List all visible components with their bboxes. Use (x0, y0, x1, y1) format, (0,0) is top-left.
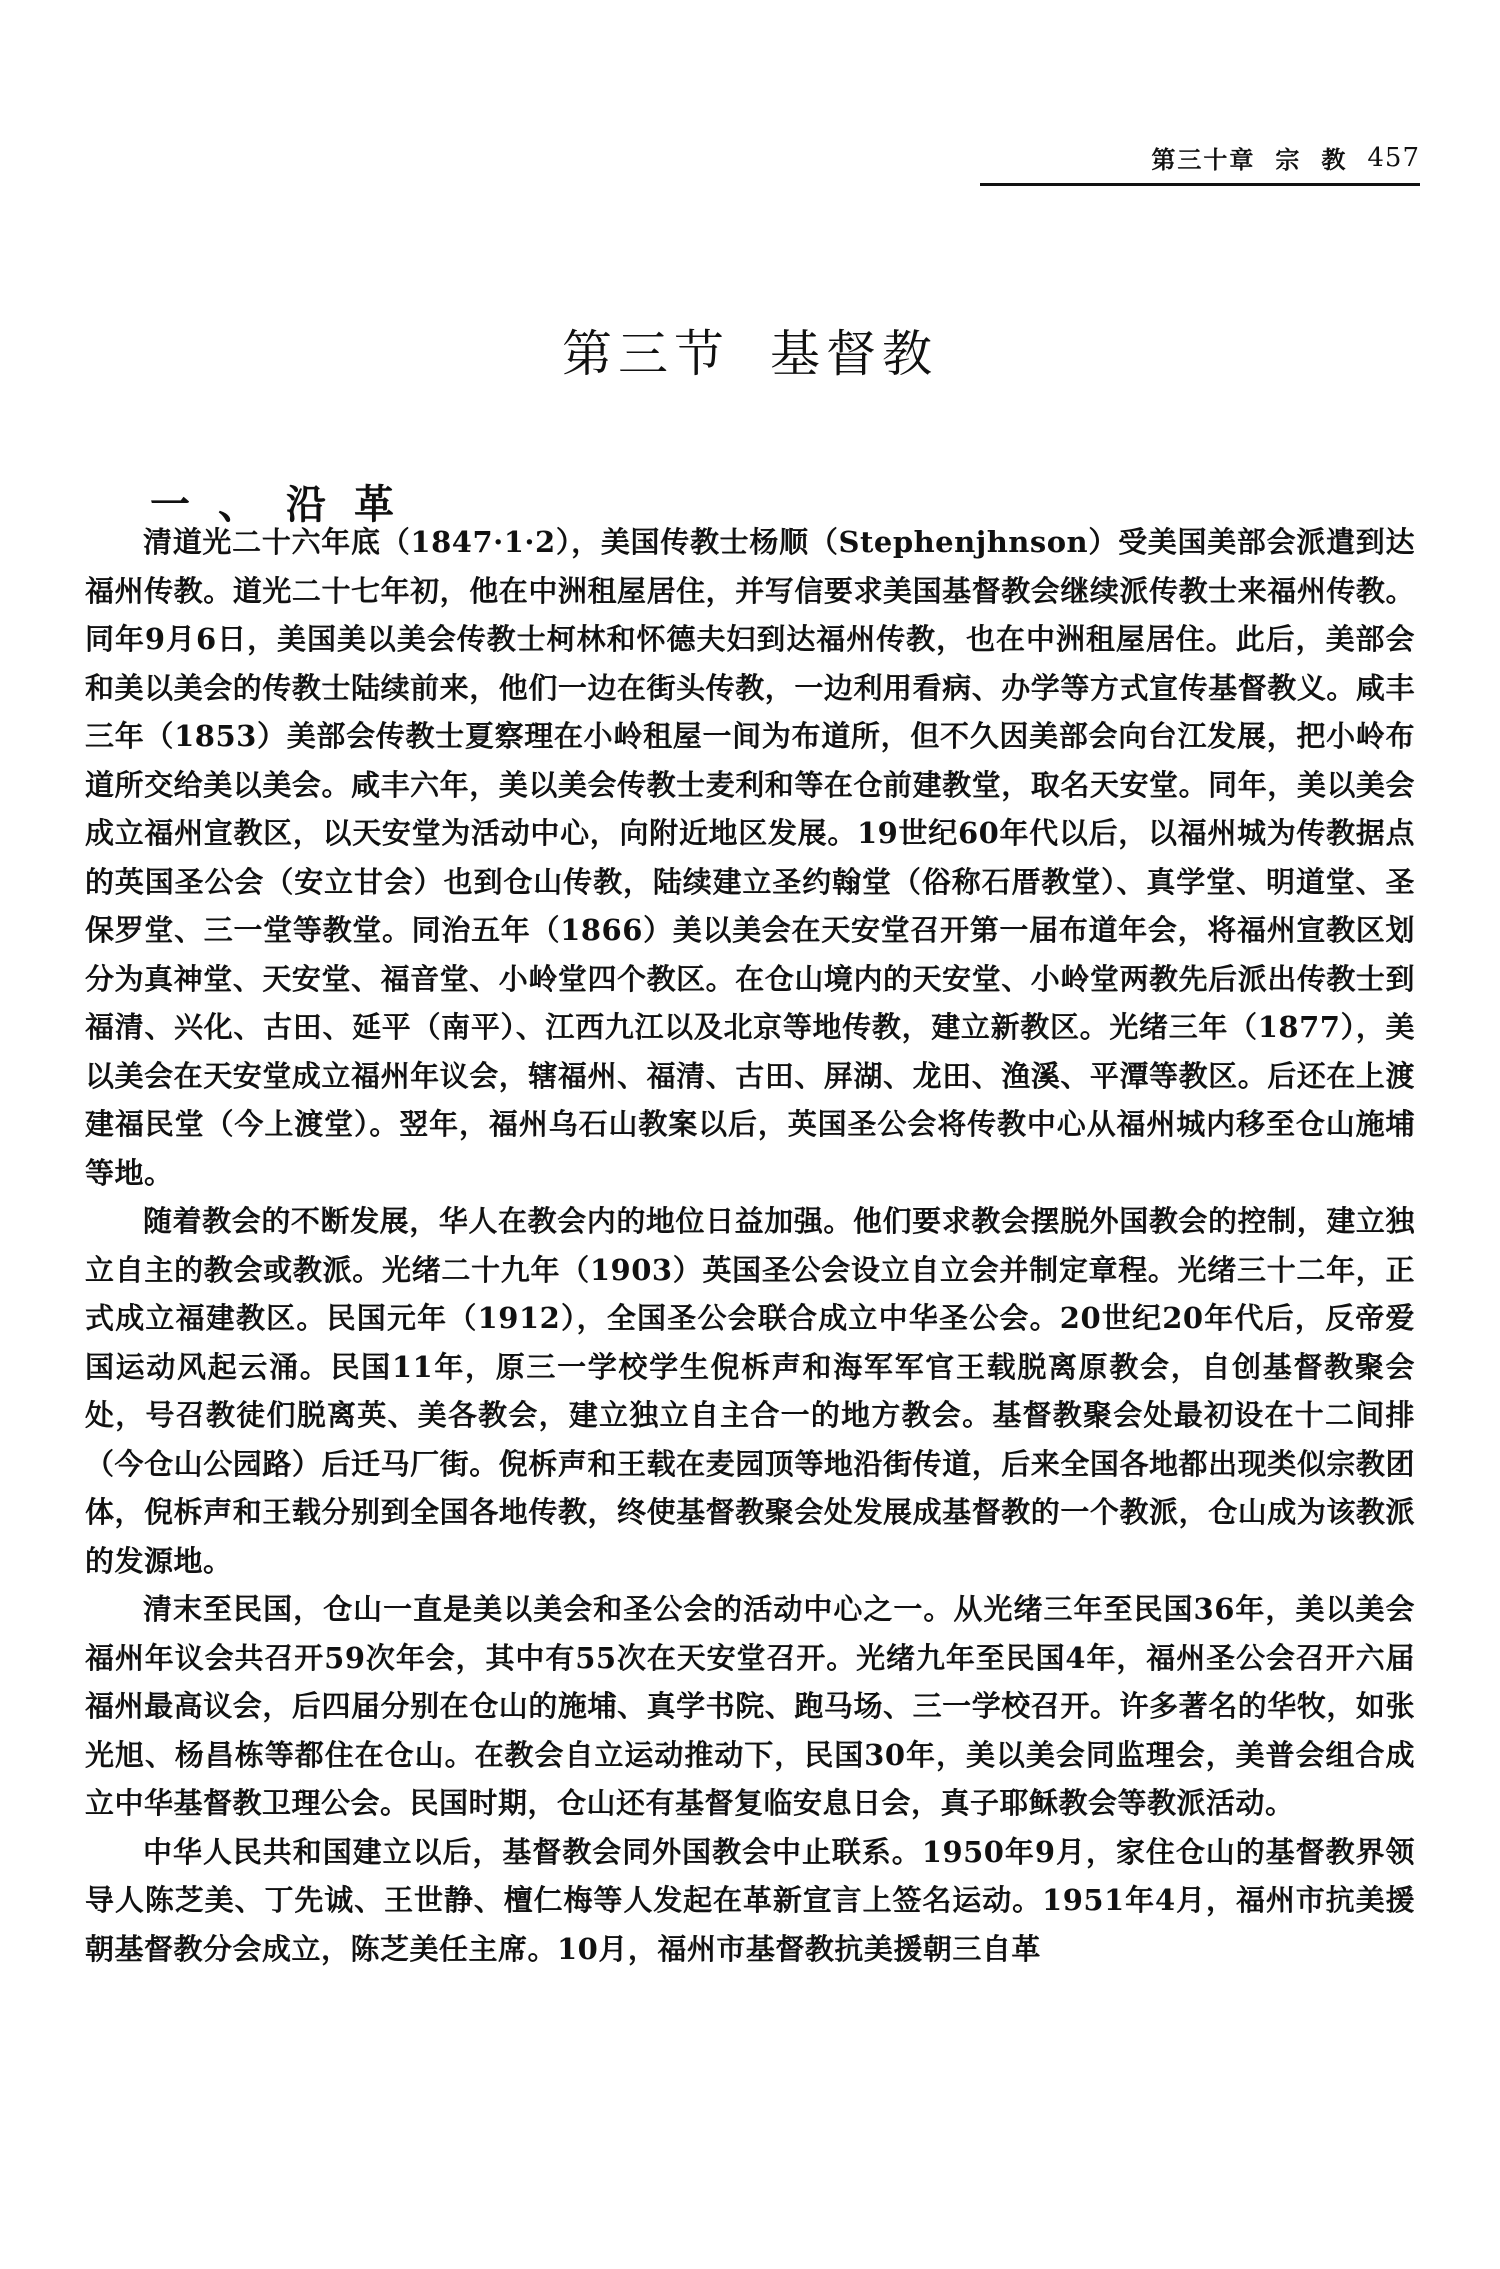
paragraph-2: 随着教会的不断发展，华人在教会内的地位日益加强。他们要求教会摆脱外国教会的控制，建立独立自主的教会或教派。光绪二十九年（1903）英国圣公会设立自立会并制定章程。光绪三十二年，正式成立福建教区。民国元年（1912），全国圣公会联合成立中华圣公会。20世纪20年代后，反帝爱国运动风起云涌。民国11年，原三一学校学生倪柝声和海军军官王载脱离原教会，自创基督教聚会处，号召教徒们脱离英、美各教会，建立独立自主合一的地方教会。基督教聚会处最初设在十二间排（今仓山公园路）后迁马厂街。倪柝声和王载在麦园顶等地沿街传道，后来全国各地都出现类似宗教团体，倪柝声和王载分别到全国各地传教，终使基督教聚会处发展成基督教的一个教派，仓山成为该教派的发源地。 (85, 1204, 1415, 1578)
subheading-history: 一、沿革 (150, 481, 422, 529)
body-text (85, 518, 1415, 1973)
paragraph-1: 清道光二十六年底（1847·1·2），美国传教士杨顺（Stephenjhnson）受美国美部会派遣到达福州传教。道光二十七年初，他在中洲租屋居住，并写信要求美国基督教会继续派传教士来福州传教。同年9月6日，美国美以美会传教士柯林和怀德夫妇到达福州传教，也在中洲租屋居住。此后，美部会和美以美会的传教士陆续前来，他们一边在街头传教，一边利用看病、办学等方式宣传基督教义。咸丰三年（1853）美部会传教士夏察理在小岭租屋一间为布道所，但不久因美部会向台江发展，把小岭布道所交给美以美会。咸丰六年，美以美会传教士麦利和等在仓前建教堂，取名天安堂。同年，美以美会成立福州宣教区，以天安堂为活动中心，向附近地区发展。19世纪60年代以后，以福州城为传教据点的英国圣公会（安立甘会）也到仓山传教，陆续建立圣约翰堂（俗称石厝教堂）、真学堂、明道堂、圣保罗堂、三一堂等教堂。同治五年（1866）美以美会在天安堂召开第一届布道年会，将福州宣教区划分为真神堂、天安堂、福音堂、小岭堂四个教区。在仓山境内的天安堂、小岭堂两教先后派出传教士到福清、兴化、古田、延平（南平）、江西九江以及北京等地传教，建立新教区。光绪三年（1877），美以美会在天安堂成立福州年议会，辖福州、福清、古田、屏湖、龙田、渔溪、平潭等教区。后还在上渡建福民堂（今上渡堂）。翌年，福州乌石山教案以后，英国圣公会将传教中心从福州城内移至仓山施埔等地。 (85, 525, 1415, 1190)
section-name: 基督教 (770, 324, 938, 383)
paragraph-4: 中华人民共和国建立以后，基督教会同外国教会中止联系。1950年9月，家住仓山的基督教界领导人陈芝美、丁先诚、王世静、檀仁梅等人发起在革新宣言上签名运动。1951年4月，福州市抗美援朝基督教分会成立，陈芝美任主席。10月，福州市基督教抗美援朝三自革 (85, 1834, 1415, 1966)
topic-char-2: 教 (1321, 145, 1348, 174)
chapter-label: 第三十章 (1151, 145, 1256, 174)
section-number: 第三节 (562, 324, 730, 383)
page-number: 457 (1367, 142, 1420, 173)
paragraph-3: 清末至民国，仓山一直是美以美会和圣公会的活动中心之一。从光绪三年至民国36年，美以美会福州年议会共召开59次年会，其中有55次在天安堂召开。光绪九年至民国4年，福州圣公会召开六届福州最高议会，后四届分别在仓山的施埔、真学书院、跑马场、三一学校召开。许多著名的华牧，如张光旭、杨昌栋等都住在仓山。在教会自立运动推动下，民国30年，美以美会同监理会，美普会组合成立中华基督教卫理公会。民国时期，仓山还有基督复临安息日会，真子耶稣教会等教派活动。 (85, 1592, 1415, 1820)
running-header (980, 138, 1420, 186)
topic-char-1: 宗 (1275, 145, 1302, 174)
section-title (0, 314, 1500, 386)
